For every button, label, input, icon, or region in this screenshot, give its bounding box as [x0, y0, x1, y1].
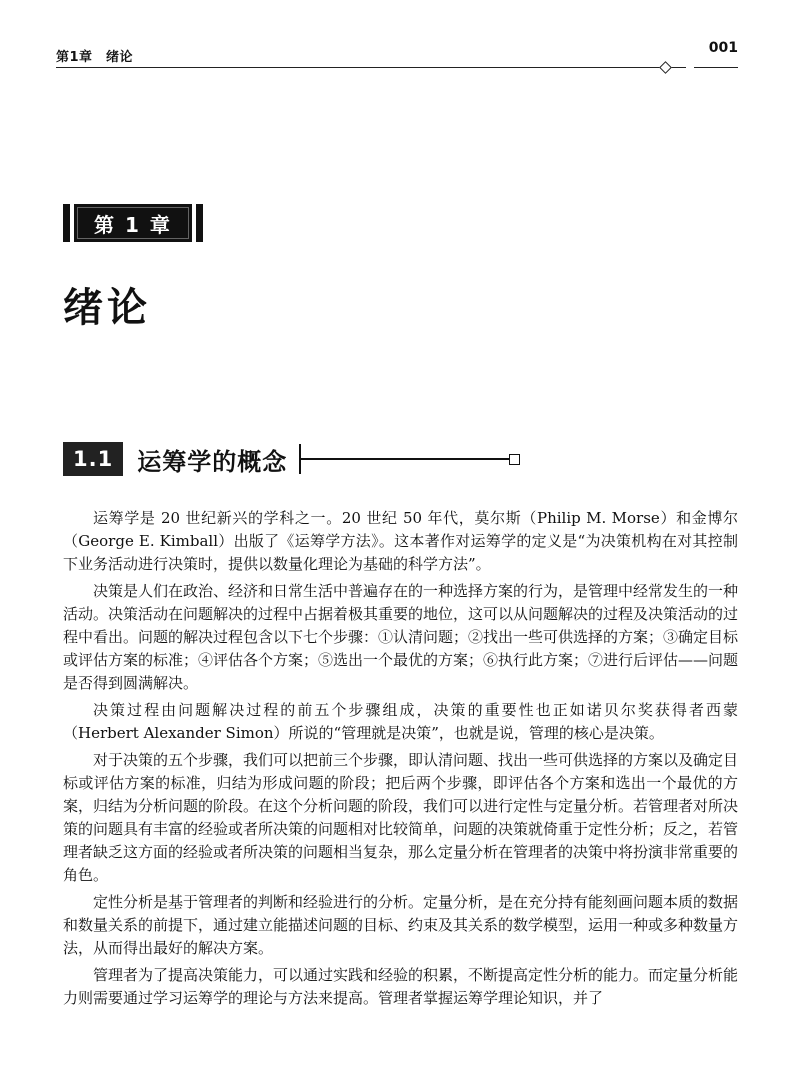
- paragraph: 对于决策的五个步骤，我们可以把前三个步骤，即认清问题、找出一些可供选择的方案以及确定目标或评估方案的标准，归结为形成问题的阶段；把后两个步骤，即评估各个方案和选出一个最优的方案，归结为分析问题的阶段。在这个分析问题的阶段，我们可以进行定性与定量分析。若管理者对所决策的问题具有丰富的经验或者所决策的问题相对比较简单，问题的决策就倚重于定性分析；反之，若管理者缺乏这方面的经验或者所决策的问题相当复杂，那么定量分析在管理者的决策中将扮演非常重要的角色。: [63, 751, 739, 884]
- section-title: 运筹学的概念: [137, 447, 288, 476]
- header-rule: [56, 67, 686, 68]
- section-rule: [301, 458, 509, 460]
- body-text: [63, 507, 738, 1014]
- section-heading: [63, 442, 520, 476]
- header-rule-tail: [694, 67, 738, 68]
- paragraph: 决策是人们在政治、经济和日常生活中普遍存在的一种选择方案的行为，是管理中经常发生的一种活动。决策活动在问题解决的过程中占据着极其重要的地位，这可以从问题解决的过程及决策活动的过程中看出。问题的解决过程包含以下七个步骤：①认清问题；②找出一些可供选择的方案；③确定目标或评估方案的标准；④评估各个方案；⑤选出一个最优的方案；⑥执行此方案；⑦进行后评估——问题是否得到圆满解决。: [63, 582, 739, 692]
- paragraph: 定性分析是基于管理者的判断和经验进行的分析。定量分析，是在充分持有能刻画问题本质的数据和数量关系的前提下，通过建立能描述问题的目标、约束及其关系的数学模型，运用一种或多种数量方法，从而得出最好的解决方案。: [63, 893, 739, 957]
- chapter-title: 绪论: [63, 285, 151, 331]
- square-ornament-icon: [509, 454, 520, 465]
- paragraph: 管理者为了提高决策能力，可以通过实践和经验的积累，不断提高定性分析的能力。而定量分析能力则需要通过学习运筹学的理论与方法来提高。管理者掌握运筹学理论知识，并了: [63, 966, 739, 1007]
- running-head: [56, 36, 738, 74]
- chapter-badge-label: 第 1 章: [74, 204, 192, 242]
- diamond-ornament-icon: [659, 61, 672, 74]
- running-head-chapter: 第1章 绪论: [56, 50, 134, 65]
- section-number: 1.1: [63, 442, 123, 476]
- page-number: 001: [708, 40, 738, 56]
- chapter-badge: [63, 204, 203, 242]
- paragraph: 运筹学是 20 世纪新兴的学科之一。20 世纪 50 年代，莫尔斯（Philip M. Morse）和金博尔（George E. Kimball）出版了《运筹学方法》。这本著作对运筹学的定义是“为决策机构在对其控制下业务活动进行决策时，提供以数量化理论为基础的科学方法”。: [63, 509, 738, 573]
- paragraph: 决策过程由问题解决过程的前五个步骤组成，决策的重要性也正如诺贝尔奖获得者西蒙（Herbert Alexander Simon）所说的“管理就是决策”，也就是说，管理的核心是决策。: [63, 701, 738, 742]
